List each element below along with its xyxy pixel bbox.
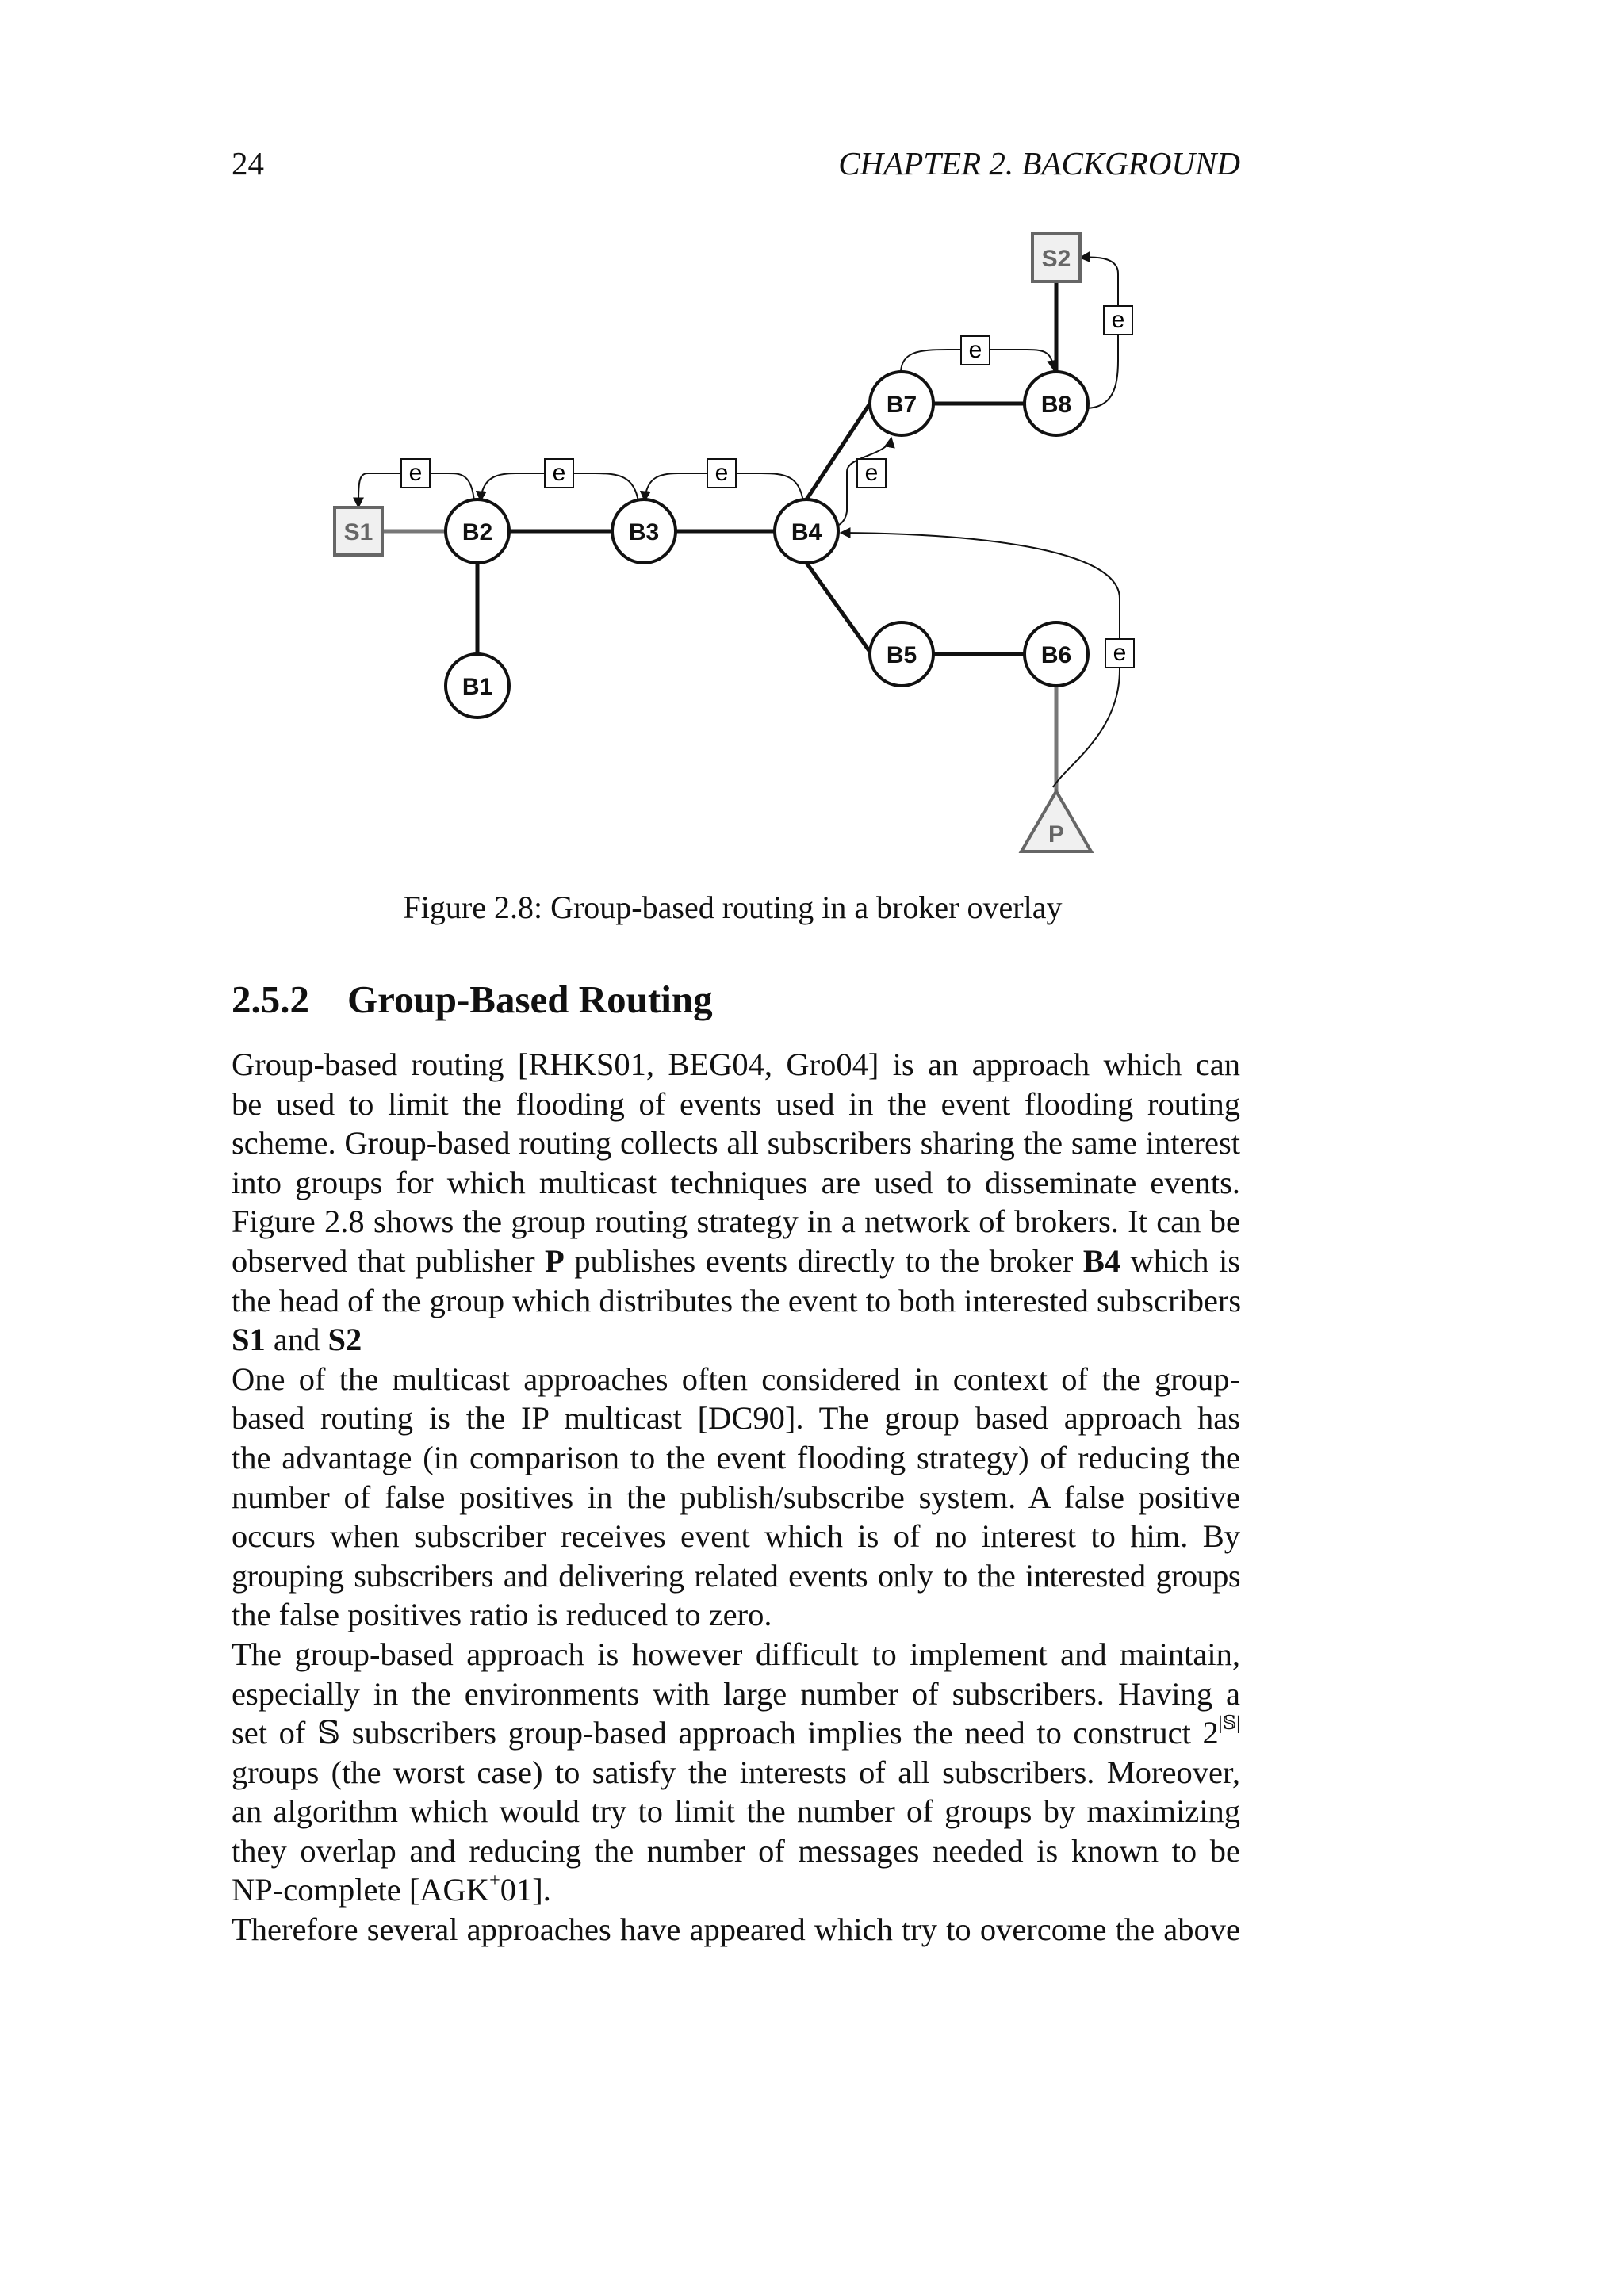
node-label-b6: B6 bbox=[1040, 642, 1072, 668]
text-line: observed that publisher P publishes events directly to the broker B4 which is bbox=[232, 1242, 1240, 1279]
text-line: especially in the environments with large number of subscribers. Having a bbox=[232, 1675, 1240, 1712]
paragraph-2 bbox=[232, 1360, 1240, 1635]
event-box-6 bbox=[1104, 306, 1132, 335]
publisher-ref: P bbox=[545, 1242, 565, 1279]
chapter-title: CHAPTER 2. BACKGROUND bbox=[838, 145, 1240, 182]
superscript: |𝕊| bbox=[1218, 1712, 1240, 1734]
node-label-b5: B5 bbox=[886, 642, 917, 668]
text-line: set of 𝕊 subscribers group-based approach implies the need to construct $2^{|𝕊|}$ bbox=[232, 1712, 1240, 1751]
paragraph-1 bbox=[232, 1045, 1240, 1360]
text-line: Therefore several approaches have appeared which try to overcome the above bbox=[232, 1911, 1240, 1948]
text-line: occurs when subscriber receives event which is of no interest to him. By bbox=[232, 1518, 1240, 1555]
node-label-b1: B1 bbox=[462, 674, 493, 700]
text-line: Figure 2.8 shows the group routing strategy in a network of brokers. It can be bbox=[232, 1203, 1240, 1240]
section-heading bbox=[232, 977, 713, 1022]
section-title: Group-Based Routing bbox=[347, 978, 713, 1021]
text-line: into groups for which multicast techniques are used to disseminate events. bbox=[232, 1164, 1240, 1200]
text-line: Group-based routing [RHKS01, BEG04, Gro04] is an approach which can bbox=[232, 1047, 1240, 1082]
text-line: the false positives ratio is reduced to zero. bbox=[232, 1597, 772, 1633]
event-label: e bbox=[1113, 640, 1127, 666]
section-number: 2.5.2 bbox=[232, 978, 309, 1021]
event-label: e bbox=[714, 460, 729, 486]
event-box-1 bbox=[401, 459, 430, 488]
subscriber-s2 bbox=[1032, 234, 1080, 281]
text-line: One of the multicast approaches often considered in context of the group- bbox=[232, 1360, 1240, 1397]
text-line: grouping subscribers and delivering related events only to the interested groups bbox=[232, 1557, 1240, 1594]
link-b4-b5 bbox=[806, 563, 870, 652]
event-label: e bbox=[864, 460, 879, 486]
running-head bbox=[232, 144, 1240, 192]
paragraph-4 bbox=[232, 1910, 1240, 1950]
node-label-b4: B4 bbox=[791, 519, 822, 545]
text-line: an algorithm which would try to limit the number of groups by maximizing bbox=[232, 1793, 1240, 1830]
text-line: scheme. Group-based routing collects all subscribers sharing the same interest bbox=[232, 1125, 1240, 1161]
figure-caption bbox=[0, 889, 1624, 926]
broker-overlay-diagram bbox=[317, 226, 1127, 860]
event-label: e bbox=[552, 460, 566, 486]
publisher-p bbox=[1021, 791, 1091, 851]
text-line: The group-based approach is however difficult to implement and maintain, bbox=[232, 1636, 1240, 1672]
event-box-4 bbox=[857, 459, 886, 488]
text-line: S1 and S2 bbox=[232, 1322, 362, 1358]
node-label-p: P bbox=[1048, 821, 1065, 848]
node-label-b2: B2 bbox=[462, 519, 493, 545]
node-label-s1: S1 bbox=[343, 519, 373, 545]
page-number: 24 bbox=[232, 145, 264, 182]
event-box-7 bbox=[1105, 639, 1134, 668]
text-line: they overlap and reducing the number of messages needed is known to be bbox=[232, 1832, 1240, 1869]
node-label-s2: S2 bbox=[1041, 246, 1071, 272]
subscriber-ref: S1 bbox=[232, 1322, 266, 1358]
figure-broker-overlay bbox=[317, 226, 1127, 860]
broker-ref: B4 bbox=[1082, 1242, 1121, 1279]
superscript: + bbox=[489, 1869, 500, 1892]
event-box-3 bbox=[707, 459, 736, 488]
event-label: e bbox=[1111, 307, 1125, 333]
paragraph-3 bbox=[232, 1635, 1240, 1910]
node-label-b3: B3 bbox=[628, 519, 660, 545]
subscriber-s1 bbox=[335, 507, 382, 555]
event-label: e bbox=[968, 337, 982, 363]
text-line: number of false positives in the publish/subscribe system. A false positive bbox=[232, 1479, 1240, 1515]
body-text bbox=[232, 1045, 1240, 1950]
event-box-2 bbox=[545, 459, 573, 488]
text-line: the head of the group which distributes the event to both interested subscribers bbox=[232, 1282, 1242, 1318]
node-label-b8: B8 bbox=[1040, 392, 1072, 418]
subscriber-ref: S2 bbox=[327, 1322, 362, 1358]
event-label-boxes bbox=[401, 306, 1134, 668]
text-line: NP-complete [AGK+01]. bbox=[232, 1869, 551, 1908]
figure-caption-text: Figure 2.8: Group-based routing in a broker overlay bbox=[403, 890, 1063, 925]
event-label: e bbox=[408, 460, 423, 486]
event-box-5 bbox=[961, 336, 990, 365]
set-symbol: 𝕊 bbox=[316, 1715, 341, 1751]
text-line: based routing is the IP multicast [DC90]. The group based approach has bbox=[232, 1400, 1240, 1437]
node-label-b7: B7 bbox=[886, 392, 917, 418]
text-line: the advantage (in comparison to the event flooding strategy) of reducing the bbox=[232, 1439, 1240, 1475]
text-line: groups (the worst case) to satisfy the interests of all subscribers. Moreover, bbox=[232, 1754, 1240, 1790]
text-line: be used to limit the flooding of events used in the event flooding routing bbox=[232, 1085, 1240, 1122]
